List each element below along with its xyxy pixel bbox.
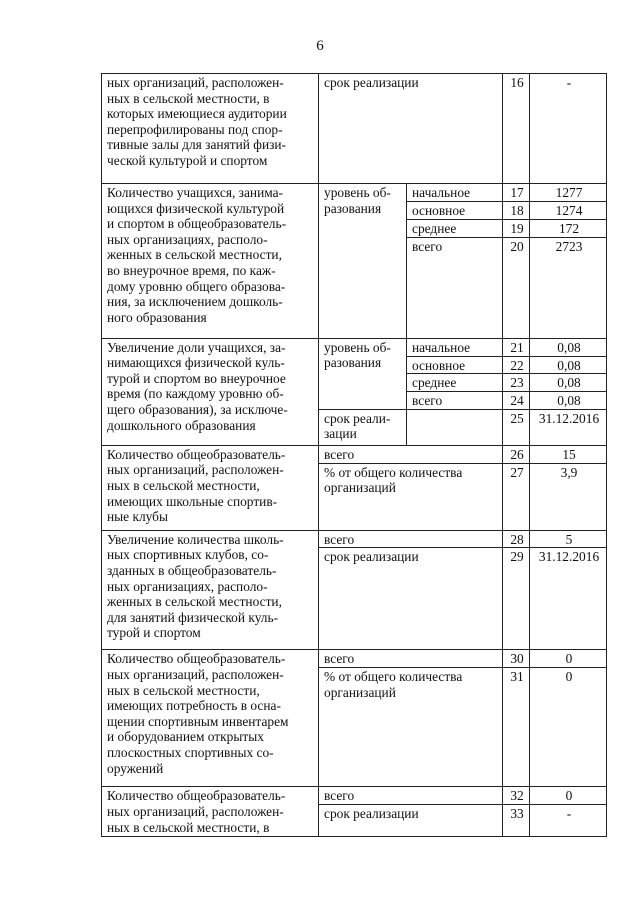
table-row <box>102 530 607 548</box>
row-number: 29 <box>503 548 530 650</box>
param-cell: всего <box>319 530 503 548</box>
level-cell: среднее <box>407 220 503 238</box>
level-cell: начальное <box>407 338 503 356</box>
value-cell: 31.12.2016 <box>530 409 607 445</box>
param-cell: уровень об- разования <box>319 184 407 339</box>
row-number: 16 <box>503 74 530 184</box>
indicator-cell: Увеличение доли учащихся, за- нимающихся физической куль- турой и спортом во внеурочное время (по каждому уровню об- щего образования), за исключе- дошкольного образования <box>102 338 319 445</box>
page-number: 6 <box>316 38 324 54</box>
table-row <box>102 445 607 463</box>
row-number: 25 <box>503 409 530 445</box>
value-cell: 0 <box>530 787 607 805</box>
param-cell: % от общего количества организаций <box>319 463 503 530</box>
param-cell: всего <box>319 650 503 668</box>
row-number: 22 <box>503 356 530 374</box>
param-cell: срок реализации <box>319 804 503 836</box>
indicator-cell: Количество учащихся, занима- ющихся физической культурой и спортом в общеобразователь- ных организациях, располо- женных в сельской местности, во внеурочное время, по каж- дому уровню общего образова- ния, за исключением дошколь- ного образования <box>102 184 319 339</box>
value-cell: 0,08 <box>530 374 607 392</box>
table-row <box>102 787 607 805</box>
param-cell: срок реализации <box>319 548 503 650</box>
level-cell: основное <box>407 202 503 220</box>
param-cell: % от общего количества организаций <box>319 668 503 787</box>
param-cell: уровень об- разования <box>319 338 407 409</box>
row-number: 31 <box>503 668 530 787</box>
row-number: 24 <box>503 392 530 410</box>
level-cell: начальное <box>407 184 503 202</box>
level-cell: всего <box>407 392 503 410</box>
level-cell: основное <box>407 356 503 374</box>
value-cell: 1274 <box>530 202 607 220</box>
param-cell: срок реализации <box>319 74 503 184</box>
value-cell: 15 <box>530 445 607 463</box>
table-row <box>102 74 607 184</box>
row-number: 27 <box>503 463 530 530</box>
value-cell: 0,08 <box>530 338 607 356</box>
table-row <box>102 338 607 356</box>
value-cell: 172 <box>530 220 607 238</box>
value-cell: 5 <box>530 530 607 548</box>
value-cell: - <box>530 804 607 836</box>
empty-cell <box>407 409 503 445</box>
indicator-cell: Количество общеобразователь- ных организаций, расположен- ных в сельской местности, имеющих школьные спортив- ные клубы <box>102 445 319 530</box>
row-number: 32 <box>503 787 530 805</box>
param-cell: срок реали- зации <box>319 409 407 445</box>
level-cell: всего <box>407 237 503 338</box>
indicators-table <box>101 73 607 837</box>
table-row <box>102 184 607 202</box>
row-number: 17 <box>503 184 530 202</box>
row-number: 30 <box>503 650 530 668</box>
value-cell: 0,08 <box>530 356 607 374</box>
row-number: 19 <box>503 220 530 238</box>
param-cell: всего <box>319 787 503 805</box>
row-number: 33 <box>503 804 530 836</box>
param-cell: всего <box>319 445 503 463</box>
row-number: 23 <box>503 374 530 392</box>
value-cell: 2723 <box>530 237 607 338</box>
value-cell: 0 <box>530 650 607 668</box>
indicator-cell: ных организаций, расположен- ных в сельской местности, в которых имеющиеся аудитории перепрофилированы под спор- тивные залы для занятий физи- ческой культурой и спортом <box>102 74 319 184</box>
value-cell: - <box>530 74 607 184</box>
indicator-cell: Количество общеобразователь- ных организаций, расположен- ных в сельской местности, в <box>102 787 319 837</box>
row-number: 21 <box>503 338 530 356</box>
indicator-cell: Увеличение количества школь- ных спортивных клубов, со- зданных в общеобразователь- ных организациях, располо- женных в сельской местности, для занятий физической куль- турой и спортом <box>102 530 319 650</box>
indicator-cell: Количество общеобразователь- ных организаций, расположен- ных в сельской местности, имеющих потребность в осна- щении спортивным инвентарем и оборудованием открытых плоскостных спортивных со- оружений <box>102 650 319 787</box>
row-number: 18 <box>503 202 530 220</box>
level-cell: среднее <box>407 374 503 392</box>
row-number: 28 <box>503 530 530 548</box>
value-cell: 0 <box>530 668 607 787</box>
value-cell: 0,08 <box>530 392 607 410</box>
value-cell: 31.12.2016 <box>530 548 607 650</box>
row-number: 26 <box>503 445 530 463</box>
value-cell: 1277 <box>530 184 607 202</box>
value-cell: 3,9 <box>530 463 607 530</box>
row-number: 20 <box>503 237 530 338</box>
table-row <box>102 650 607 668</box>
